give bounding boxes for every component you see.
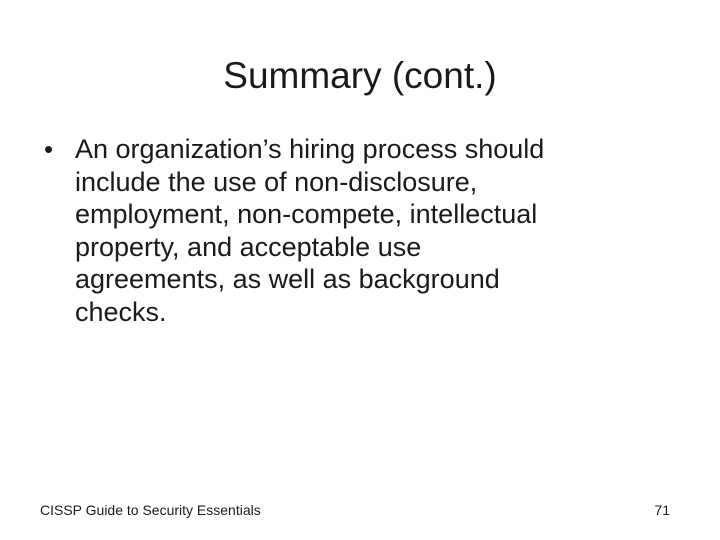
bullet-line: employment, non-compete, intellectual [75,199,538,229]
bullet-icon: • [44,134,54,164]
bullet-item [40,133,660,328]
bullet-list [40,133,660,328]
bullet-line: property, and acceptable use [75,231,422,262]
footer-source: CISSP Guide to Security Essentials [40,502,261,518]
bullet-line: checks. [75,296,167,327]
bullet-line: An organization’s hiring process should [75,134,545,164]
bullet-line: agreements, as well as background [75,264,500,294]
bullet-text [75,133,660,328]
page-number: 71 [654,502,670,518]
slide-title: Summary (cont.) [223,55,497,96]
bullet-line: include the use of non-disclosure, [75,166,478,197]
